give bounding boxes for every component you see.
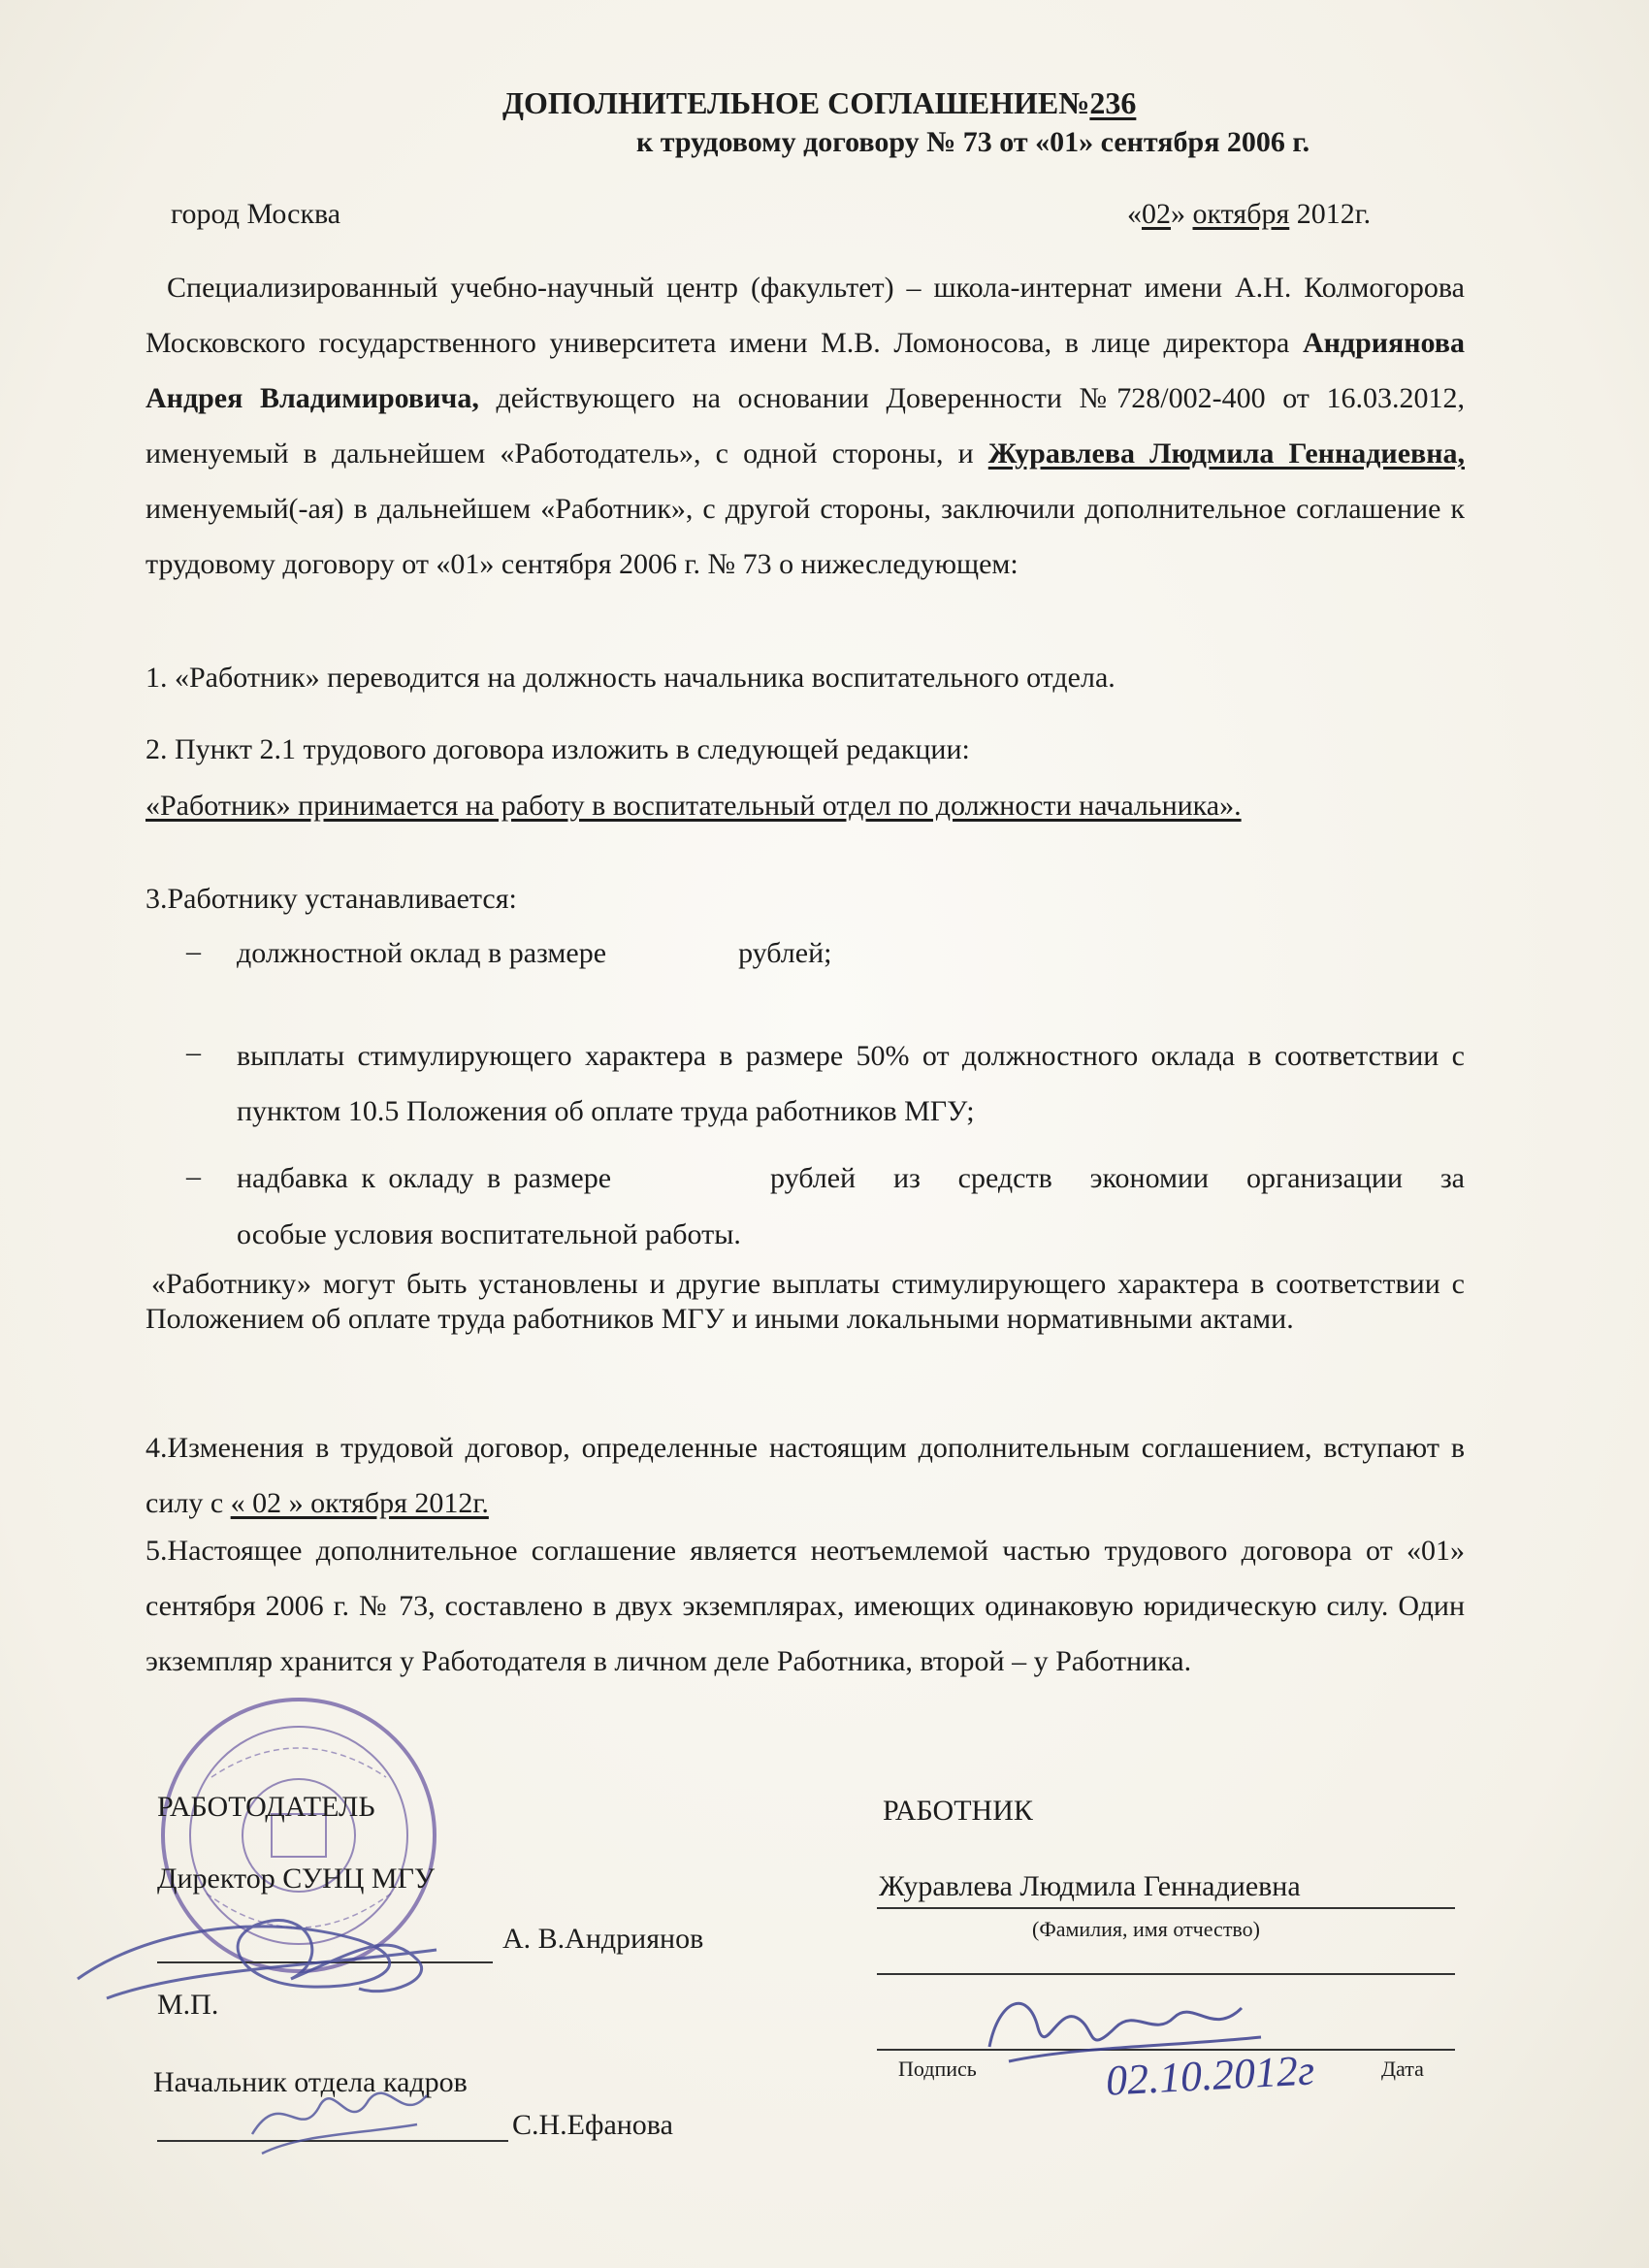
employer-heading: РАБОТОДАТЕЛЬ [157, 1791, 375, 1823]
employee-name-line [877, 1907, 1455, 1909]
clause-3-item-3-cont: особые условия воспитательной работы. [237, 1218, 741, 1250]
hr-signature [242, 2066, 436, 2163]
employer-position: Директор СУНЦ МГУ [157, 1863, 436, 1895]
clause-4: 4.Изменения в трудовой договор, определенные настоящим дополнительным соглашением, вступают в силу с « 02 » октября 2012г. [146, 1432, 1465, 1519]
employee-full-name: Журавлева Людмила Геннадиевна [879, 1870, 1301, 1902]
employer-signatory: А. В.Андриянов [502, 1923, 704, 1955]
signature-label: Подпись [898, 2057, 977, 2081]
clause-3-item-2: выплаты стимулирующего характера в размере 50% от должностного оклада в соответствии с пунктом 10.5 Положения об оплате труда работников МГУ; [237, 1040, 1465, 1127]
document-date: «02» октября 2012г. [1127, 198, 1372, 230]
list-dash: – [186, 1160, 201, 1192]
date-label: Дата [1381, 2057, 1424, 2081]
employee-name: Журавлева Людмила Геннадиевна, [987, 437, 1465, 470]
document-subtitle: к трудовому договору № 73 от «01» сентября 2006 г. [636, 126, 1310, 158]
place-city: город Москва [171, 198, 341, 230]
director-name: Андриянова Андрея Владимировича, [146, 327, 1466, 414]
clause-5: 5.Настоящее дополнительное соглашение является неотъемлемой частью трудового договора от «01» сентября 2006 г. № 73, составлено в двух экземплярах, имеющих одинаковую юридическую силу. Один экземпляр хранится у Работодателя в личном деле Работника, второй – у Работника. [146, 1535, 1465, 1677]
clause-1: 1. «Работник» переводится на должность начальника воспитательного отдела. [146, 662, 1116, 694]
document-title: ДОПОЛНИТЕЛЬНОЕ СОГЛАШЕНИЕ№236 [502, 85, 1137, 120]
hr-signatory: С.Н.Ефанова [512, 2109, 673, 2141]
list-dash: – [186, 935, 201, 967]
clause-3-item-3: надбавка к окладу в размере рублей из средств экономии организации за [237, 1162, 1465, 1194]
employer-signature [68, 1872, 475, 2027]
name-caption: (Фамилия, имя отчество) [1032, 1917, 1260, 1941]
list-dash: – [186, 1036, 201, 1068]
seal-label: М.П. [157, 1989, 219, 2021]
clause-2-intro: 2. Пункт 2.1 трудового договора изложить в следующей редакции: [146, 733, 970, 765]
clause-2-text: «Работник» принимается на работу в воспитательный отдел по должности начальника». [146, 790, 1242, 822]
clause-3-item-1: должностной оклад в размере рублей; [237, 937, 832, 969]
employee-heading: РАБОТНИК [883, 1795, 1033, 1827]
preamble: Специализированный учебно-научный центр (факультет) – школа-интернат имени А.Н. Колмогорова Московского государственного университета имени М.В. Ломоносова, в лице директора Андриянова Андрея Владимировича, действующего на основании Доверенности №728/002-400 от 16.03.2012, именуемый в дальнейшем «Работодатель», с одной стороны, и Журавлева Людмила Геннадиевна, именуемый(-ая) в дальнейшем «Работник», с другой стороны, заключили дополнительное соглашение к трудовому договору от «01» сентября 2006 г. № 73 о нижеследующем: [146, 272, 1466, 580]
handwritten-date: 02.10.2012г [1104, 2046, 1316, 2105]
clause-3-note: «Работнику» могут быть установлены и другие выплаты стимулирующего характера в соответствии с Положением об оплате труда работников МГУ и иными локальными нормативными актами. [146, 1268, 1465, 1335]
hr-position: Начальник отдела кадров [153, 2066, 468, 2098]
agreement-number: 236 [1089, 85, 1137, 120]
clause-3-intro: 3.Работнику устанавливается: [146, 883, 517, 915]
effective-date: « 02 » октября 2012г. [230, 1487, 489, 1519]
